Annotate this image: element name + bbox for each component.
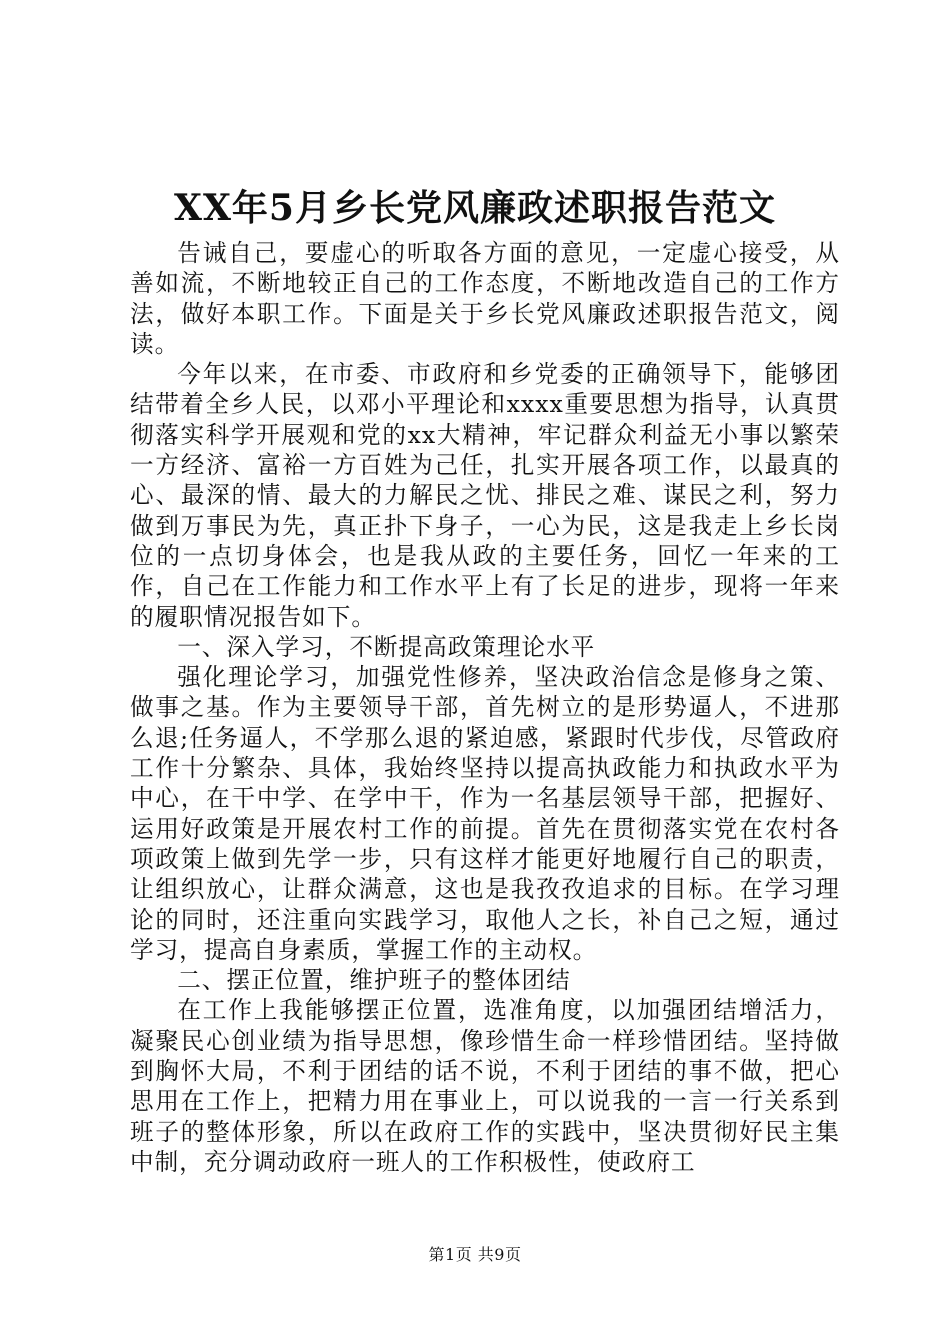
document-body bbox=[130, 238, 840, 1177]
section-heading-2: 二、摆正位置，维护班子的整体团结 bbox=[177, 966, 571, 995]
page-footer: 第1页 共9页 bbox=[428, 1245, 522, 1264]
section-1-paragraph: 强化理论学习，加强党性修养，坚决政治信念是修身之策、做事之基。作为主要领导干部，首先树立的是形势逼人，不进那么退;任务逼人，不学那么退的紧迫感，紧跟时代步伐，尽管政府工作十分繁杂、具体，我始终坚持以提高执政能力和执政水平为中心，在干中学、在学中干，作为一名基层领导干部，把握好、运用好政策是开展农村工作的前提。首先在贯彻落实党在农村各项政策上做到先学一步，只有这样才能更好地履行自己的职责，让组织放心，让群众满意，这也是我孜孜追求的目标。在学习理论的同时，还注重向实践学习，取他人之长，补自己之短，通过学习，提高自身素质，掌握工作的主动权。 bbox=[130, 663, 840, 964]
section-2-paragraph: 在工作上我能够摆正位置，选准角度，以加强团结增活力，凝聚民心创业绩为指导思想，像珍惜生命一样珍惜团结。坚持做到胸怀大局，不利于团结的话不说，不利于团结的事不做，把心思用在工作上，把精力用在事业上，可以说我的一言一行关系到班子的整体形象，所以在政府工作的实践中，坚决贯彻好民主集中制，充分调动政府一班人的工作积极性，使政府工 bbox=[130, 996, 840, 1176]
overview-paragraph: 今年以来，在市委、市政府和乡党委的正确领导下，能够团结带着全乡人民，以邓小平理论和xxxx重要思想为指导，认真贯彻落实科学开展观和党的xx大精神，牢记群众利益无小事以繁荣一方经济、富裕一方百姓为己任，扎实开展各项工作，以最真的心、最深的情、最大的力解民之忧、排民之难、谋民之利，努力做到万事民为先，真正扑下身子，一心为民，这是我走上乡长岗位的一点切身体会，也是我从政的主要任务，回忆一年来的工作，自己在工作能力和工作水平上有了长足的进步，现将一年来的履职情况报告如下。 bbox=[130, 360, 840, 631]
document-title: XX年5月乡长党风廉政述职报告范文 bbox=[174, 187, 776, 229]
section-heading-1: 一、深入学习，不断提高政策理论水平 bbox=[177, 632, 596, 661]
intro-paragraph: 告诫自己，要虚心的听取各方面的意见，一定虚心接受，从善如流，不断地较正自己的工作态度，不断地改造自己的工作方法，做好本职工作。下面是关于乡长党风廉政述职报告范文，阅读。 bbox=[130, 239, 840, 358]
